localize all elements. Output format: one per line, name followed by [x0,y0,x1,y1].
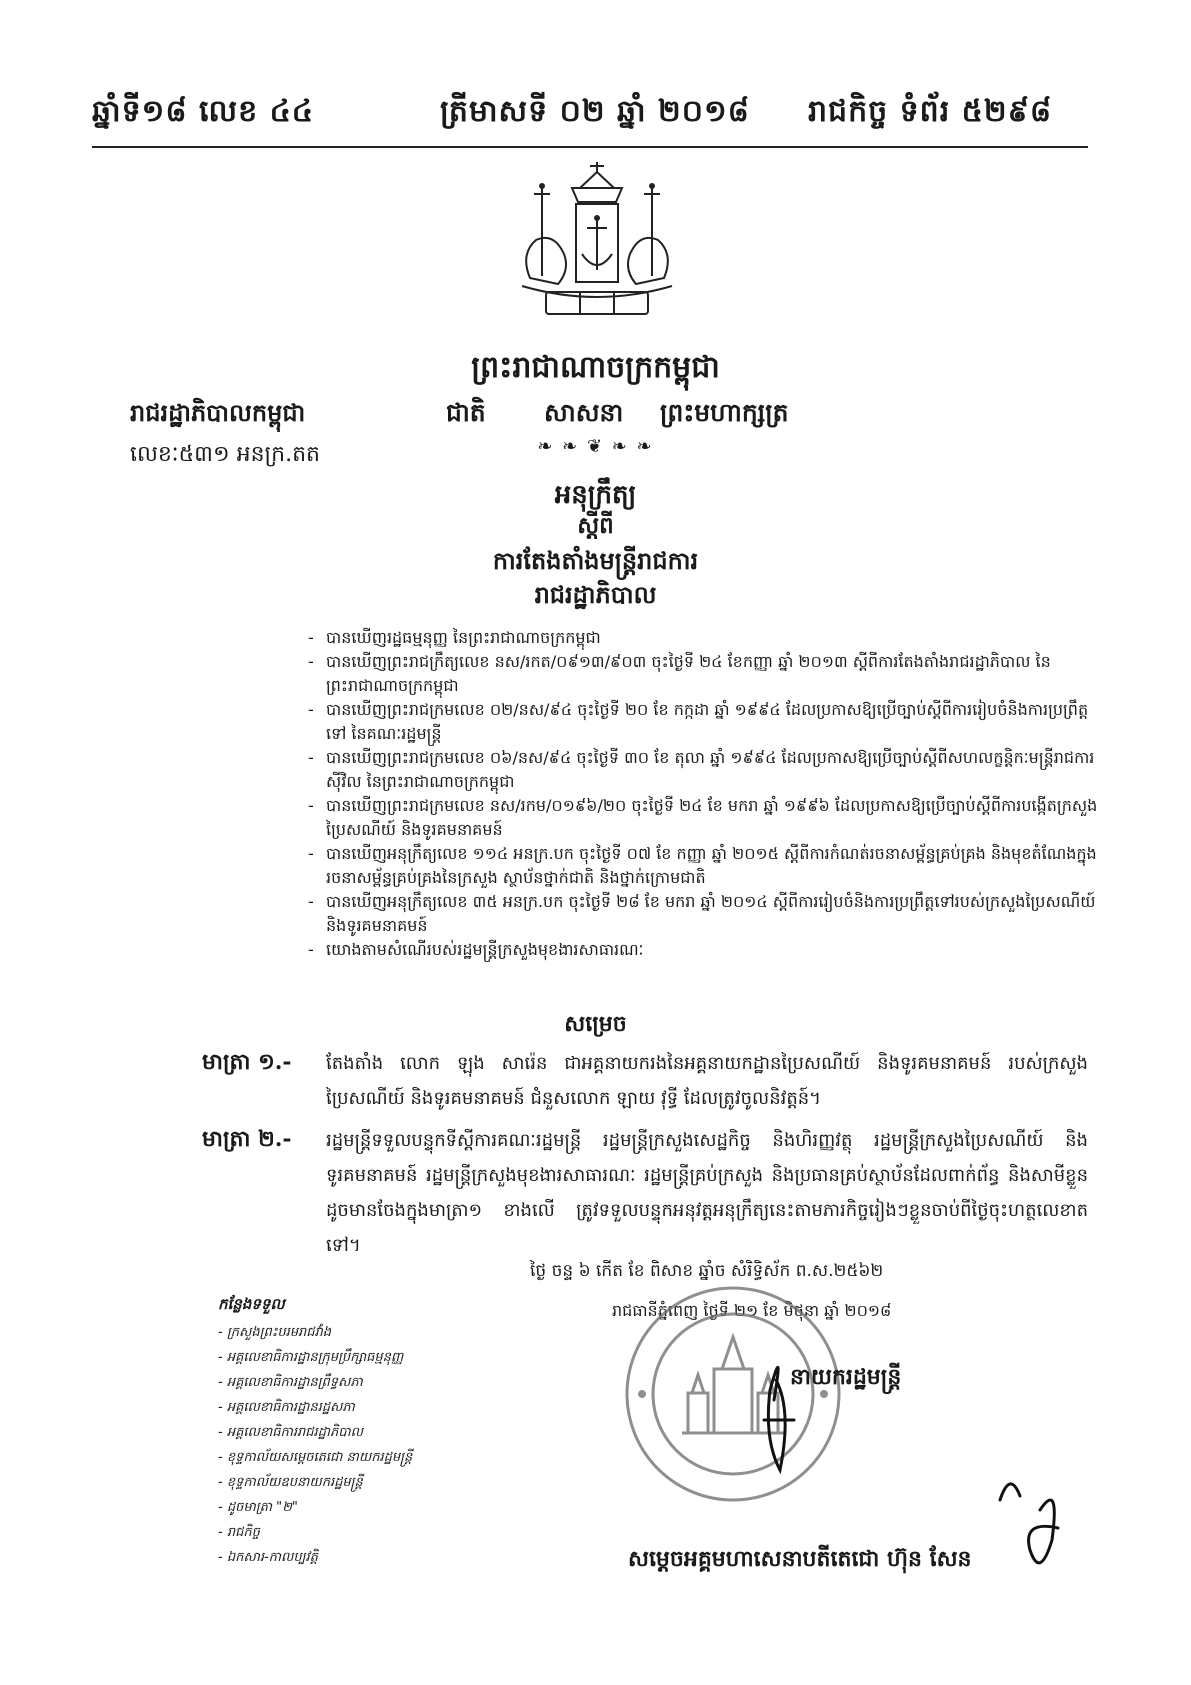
document-type: អនុក្រឹត្យ [554,480,637,510]
recipient-item: - ឯកសារ-កាលប្បវត្តិ [218,1550,318,1565]
prime-minister-name: សម្តេចអគ្គមហាសេនាបតីតេជោ ហ៊ុន សែន [628,1546,972,1572]
motto-religion: សាសនា [544,398,624,427]
recipient-item: - ខុទ្ទកាល័យសម្តេចតេជោ នាយករដ្ឋមន្ត្រី [218,1450,413,1465]
recipient-item: - ខុទ្ទកាល័យឧបនាយករដ្ឋមន្ត្រី [218,1475,363,1490]
visa-item: - បានឃើញព្រះរាជក្រឹត្យលេខ នស/រកត/០៩១៣/៩០៣ ចុះថ្ងៃទី ២៤ ខែកញ្ញា ឆ្នាំ ២០១៣ ស្តីពីការតែងតាំងរាជរដ្ឋាភិបាល នៃព្រះរាជាណាចក្រកម្ពុជា [308,650,1108,698]
motto-nation: ជាតិ [446,398,486,427]
recipient-item: - អគ្គលេខាធិការរាជរដ្ឋាភិបាល [218,1425,363,1440]
recipients-list [218,1320,478,1570]
article-2-text: រដ្ឋមន្ត្រីទទួលបន្ទុកទីស្តីការគណៈរដ្ឋមន្ត្រី រដ្ឋមន្ត្រីក្រសួងសេដ្ឋកិច្ច និងហិរញ្ញវត្ថុ រដ្ឋមន្ត្រីក្រសួងប្រៃសណីយ៍ និងទូរគមនាគមន៍ រដ្ឋមន្ត្រីក្រសួងមុខងារសាធារណៈ រដ្ឋមន្ត្រីគ្រប់ក្រសួង និងប្រធានគ្រប់ស្ថាប័នដែលពាក់ព័ន្ធ និងសាមីខ្លួនដូចមានចែងក្នុងមាត្រា១ ខាងលើ ត្រូវទទួលបន្ទុកអនុវត្តអនុក្រឹត្យនេះតាមភារកិច្ចរៀងៗខ្លួនចាប់ពីថ្ងៃចុះហត្ថលេខាតទៅ។ [326,1130,1088,1256]
visa-item: - បានឃើញព្រះរាជក្រមលេខ ០២/នស/៩៤ ចុះថ្ងៃទី ២០ ខែ កក្កដា ឆ្នាំ ១៩៩៤ ដែលប្រកាសឱ្យប្រើច្បាប់ស្តីពីការរៀបចំនិងការប្រព្រឹត្តទៅ នៃគណៈរដ្ឋមន្ត្រី [308,698,1108,746]
article-2-label: មាត្រា ២.- [202,1126,292,1152]
document-about: ស្តីពី [577,512,614,539]
decision-heading: សម្រេច [564,1011,627,1037]
royal-coat-of-arms-icon [502,158,692,326]
date-solar: រាជធានីភ្នំពេញ ថ្ងៃទី ២១ ខែ មិថុនា ឆ្នាំ ២០១៨ [612,1301,892,1320]
issuer-name: រាជរដ្ឋាភិបាលកម្ពុជា [130,398,306,427]
header-volume: ឆ្នាំទី១៨ លេខ ៤៤ [92,94,315,129]
motto-king: ព្រះមហាក្សត្រ [660,398,789,427]
visa-list [308,626,1108,962]
document-subject: ការតែងតាំងមន្ត្រីរាជការ [492,546,699,575]
article-1-text: តែងតាំង លោក ឡុង សារ៉េន ជាអគ្គនាយករងនៃអគ្គនាយកដ្ឋានប្រៃសណីយ៍ និងទូរគមនាគមន៍ របស់ក្រសួងប្រៃសណីយ៍ និងទូរគមនាគមន៍ ជំនួសលោក ឡាយ វុទ្ធី ដែលត្រូវចូលនិវត្តន៍។ [326,1053,1088,1109]
kingdom-title: ព្រះរាជាណាចក្រកម្ពុជា [471,350,720,385]
document-authority: រាជរដ្ឋាភិបាល [534,580,657,609]
visa-item: - បានឃើញព្រះរាជក្រមលេខ នស/រកម/០១៩៦/២០ ចុះថ្ងៃទី ២៤ ខែ មករា ឆ្នាំ ១៩៩៦ ដែលប្រកាសឱ្យប្រើច្បាប់ស្តីពីការបង្កើតក្រសួងប្រៃសណីយ៍ និងទូរគមនាគមន៍ [308,794,1108,842]
article-1-label: មាត្រា ១.- [202,1049,292,1075]
recipients-title: កន្លែងទទួល [218,1295,285,1313]
recipient-item: - អគ្គលេខាធិការដ្ឋានរដ្ឋសភា [218,1400,355,1415]
visa-item: - បានឃើញរដ្ឋធម្មនុញ្ញ នៃព្រះរាជាណាចក្រកម្ពុជា [308,626,1108,650]
visa-item: - យោងតាមសំណើរបស់រដ្ឋមន្ត្រីក្រសួងមុខងារសាធារណៈ [308,938,1108,962]
visa-item: - បានឃើញព្រះរាជក្រមលេខ ០៦/នស/៩៤ ចុះថ្ងៃទី ៣០ ខែ តុលា ឆ្នាំ ១៩៩៤ ដែលប្រកាសឱ្យប្រើច្បាប់ស្តីពីសហលក្ខន្តិកៈមន្ត្រីរាជការស៊ីវិល នៃព្រះរាជាណាចក្រកម្ពុជា [308,746,1108,794]
date-lunar: ថ្ងៃ ចន្ទ ៦ កើត ខែ ពិសាខ ឆ្នាំច សំរិទ្ធិស័ក ព.ស.២៥៦២ [530,1261,884,1281]
recipient-item: - ក្រសួងព្រះបរមរាជវាំង [218,1325,332,1340]
header-page: រាជកិច្ច ទំព័រ ៥២៩៨ [808,94,1053,129]
visa-item: - បានឃើញអនុក្រឹត្យលេខ ១១៤ អនក្រ.បក ចុះថ្ងៃទី ០៧ ខែ កញ្ញា ឆ្នាំ ២០១៥ ស្តីពីការកំណត់រចនាសម្ព័ន្ធគ្រប់គ្រង និងមុខតំណែងក្នុងរចនាសម្ព័ន្ធគ្រប់គ្រងនៃក្រសួង ស្ថាប័នថ្នាក់ជាតិ និងថ្នាក់ក្រោមជាតិ [308,842,1108,890]
recipient-item: - រាជកិច្ច [218,1525,260,1540]
header-quarter: ត្រីមាសទី ០២ ឆ្នាំ ២០១៨ [440,94,750,129]
prime-minister-title: នាយករដ្ឋមន្ត្រី [790,1364,902,1390]
recipient-item: - ដូចមាត្រា "២" [218,1500,298,1515]
header-divider [92,146,1088,148]
ornament-divider: ❧ ❧ ❦ ❧ ❧ [537,436,654,457]
recipient-item: - អគ្គលេខាធិការដ្ឋានព្រឹទ្ធសភា [218,1375,363,1390]
visa-item: - បានឃើញអនុក្រឹត្យលេខ ៣៥ អនក្រ.បក ចុះថ្ងៃទី ២៨ ខែ មករា ឆ្នាំ ២០១៤ ស្តីពីការរៀបចំនិងការប្រព្រឹត្តទៅរបស់ក្រសួងប្រៃសណីយ៍ និងទូរគមនាគមន៍ [308,890,1108,938]
recipient-item: - អគ្គលេខាធិការដ្ឋានក្រុមប្រឹក្សាធម្មនុញ្ញ [218,1350,404,1365]
document-number: លេខៈ៥៣១ អនក្រ.តត [130,442,320,467]
